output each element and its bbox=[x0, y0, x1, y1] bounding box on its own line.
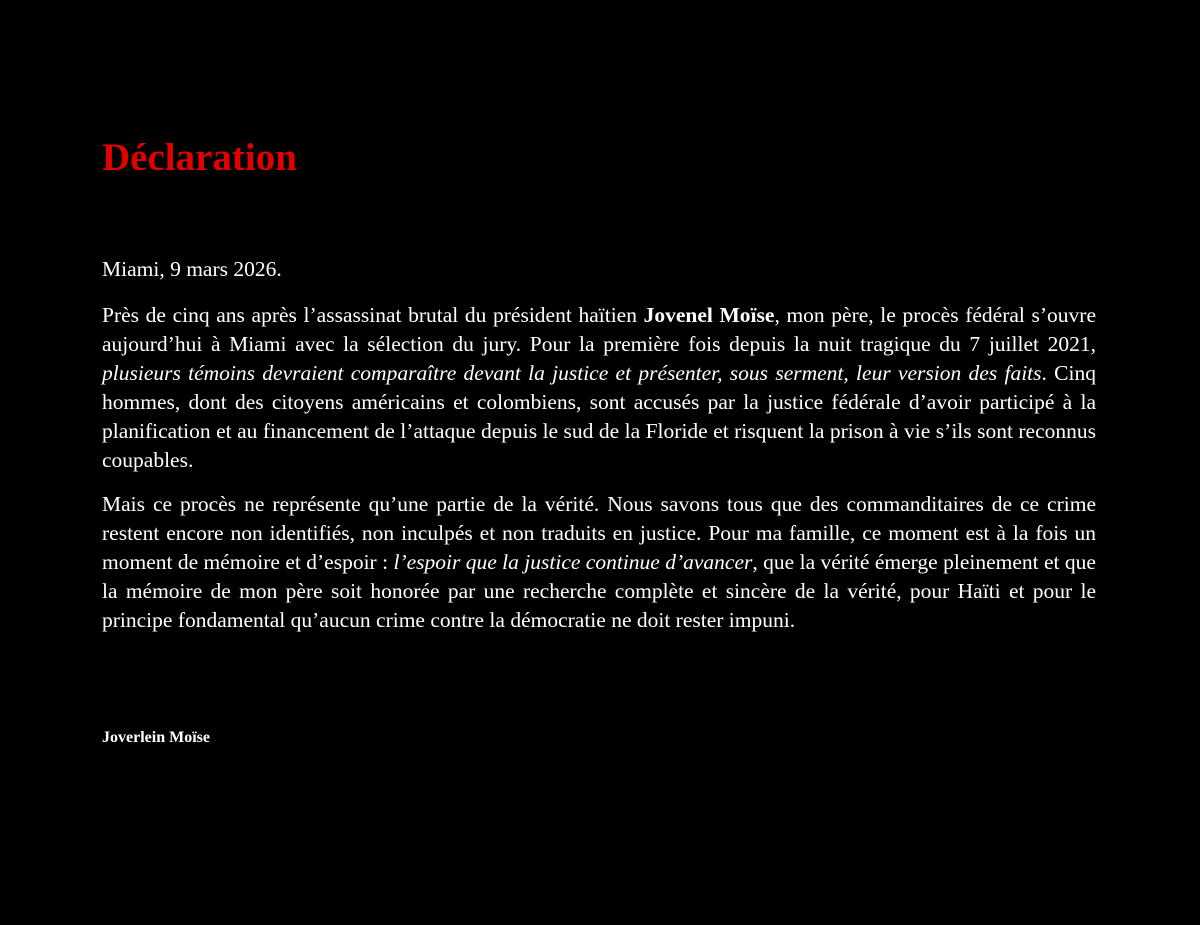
president-name: Jovenel Moïse bbox=[643, 303, 775, 327]
paragraph-2-text-a: Mais ce procès ne représente qu’une partie de la vérité. Nous savons tous que des commanditaires de ce crime restent encore non identifiés, non inculpés et non traduits en justice. Pour ma famille, ce moment est à la fois un moment de mémoire et d’espoir : bbox=[102, 492, 1096, 574]
paragraph-1-text-c: . Cinq hommes, dont des citoyens américains et colombiens, sont accusés par la justice fédérale d’avoir participé à la planification et au financement de l’attaque depuis le sud de la Floride et risquent la prison à vie s’ils sont reconnus coupables. bbox=[102, 361, 1096, 472]
paragraph-1-text-b: , mon père, le procès fédéral s’ouvre aujourd’hui à Miami avec la sélection du jury. Pour la première fois depuis la nuit tragique du 7 juillet 2021, bbox=[102, 303, 1096, 356]
paragraph-2-text-b: , que la vérité émerge pleinement et que la mémoire de mon père soit honorée par une recherche complète et sincère de la vérité, pour Haïti et pour le principe fondamental qu’aucun crime contre la démocratie ne doit rester impuni. bbox=[102, 550, 1096, 632]
document-title: Déclaration bbox=[102, 136, 297, 179]
dateline: Miami, 9 mars 2026. bbox=[102, 257, 282, 281]
paragraph-1 bbox=[102, 301, 1096, 475]
paragraph-1-italic: plusieurs témoins devraient comparaître devant la justice et présenter, sous serment, leur version des faits bbox=[102, 361, 1042, 385]
paragraph-1-text-a: Près de cinq ans après l’assassinat brutal du président haïtien bbox=[102, 303, 644, 327]
paragraph-2 bbox=[102, 490, 1096, 635]
signature: Joverlein Moïse bbox=[102, 729, 210, 746]
paragraph-2-italic: l’espoir que la justice continue d’avancer bbox=[393, 550, 753, 574]
